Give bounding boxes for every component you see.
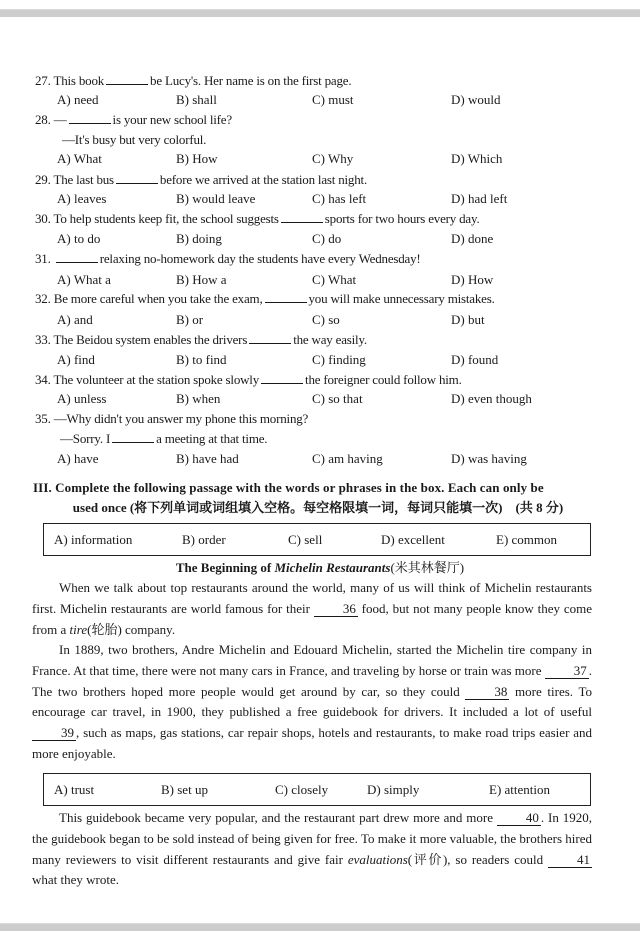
option-a: A) need bbox=[57, 92, 99, 107]
option-c: C) so bbox=[312, 312, 340, 327]
question-stem: The last bus bbox=[53, 172, 114, 187]
option-b: B) when bbox=[176, 391, 221, 406]
answer-blank bbox=[56, 251, 98, 263]
question-stem: The volunteer at the station spoke slowly bbox=[53, 372, 260, 387]
answer-blank bbox=[281, 211, 323, 223]
question-stem: is your new school life? bbox=[112, 112, 232, 127]
gap-40: 40 bbox=[497, 811, 541, 826]
option-d: D) was having bbox=[451, 451, 527, 466]
option-a: A) and bbox=[57, 312, 93, 327]
word-box-item: A) information bbox=[54, 532, 133, 547]
option-b: B) How a bbox=[176, 272, 227, 287]
word-box-item: D) excellent bbox=[381, 532, 445, 547]
question-number: 28. bbox=[35, 112, 51, 127]
question-stem: before we arrived at the station last night. bbox=[159, 172, 367, 187]
passage-text: In 1889, two brothers, Andre Michelin and Edouard Michelin, started the Michelin tire company in France. At that time, there were not many cars in France, and traveling by horse or train was more bbox=[32, 642, 592, 678]
question-number: 31. bbox=[35, 251, 51, 266]
option-c: C) has left bbox=[312, 191, 367, 206]
passage-paragraph-1 bbox=[32, 578, 592, 640]
gap-41: 41 bbox=[548, 853, 592, 868]
option-a: A) What a bbox=[57, 272, 111, 287]
option-b: B) have had bbox=[176, 451, 239, 466]
question-number: 35. bbox=[35, 411, 51, 426]
option-d: D) but bbox=[451, 312, 485, 327]
question-30 bbox=[35, 211, 480, 227]
word-box-1 bbox=[43, 523, 591, 556]
option-c: C) so that bbox=[312, 391, 363, 406]
option-d: D) found bbox=[451, 352, 499, 367]
question-number: 33. bbox=[35, 332, 51, 347]
question-28 bbox=[35, 112, 232, 128]
word-box-item: D) simply bbox=[367, 782, 420, 797]
option-d: D) Which bbox=[451, 151, 503, 166]
option-c: C) must bbox=[312, 92, 354, 107]
question-stem: you will make unnecessary mistakes. bbox=[308, 291, 495, 306]
passage-italic: tire bbox=[69, 621, 88, 637]
answer-blank bbox=[106, 73, 148, 85]
option-a: A) have bbox=[57, 451, 99, 466]
passage-text: more tires. To encourage car travel, in 1900, they published a free guidebook for drivers. It included a lot of useful bbox=[32, 683, 592, 720]
gap-37: 37 bbox=[545, 664, 589, 679]
passage-text: . In 1920, the guidebook began to be sold instead of being given for free. To make it more valuable, the brothers hired many reviewers to visit different restaurants and give fair bbox=[32, 810, 592, 867]
question-number: 27. bbox=[35, 73, 51, 88]
option-b: B) or bbox=[176, 312, 204, 327]
passage-text: This guidebook became very popular, and the restaurant part drew more and more bbox=[59, 810, 497, 825]
question-stem: —Why didn't you answer my phone this morning? bbox=[53, 411, 309, 426]
question-33 bbox=[35, 332, 367, 348]
question-34 bbox=[35, 372, 462, 388]
gap-36: 36 bbox=[314, 602, 358, 617]
question-stem: To help students keep fit, the school suggests bbox=[53, 211, 279, 226]
question-stem: This book bbox=[53, 73, 105, 88]
word-box-item: E) attention bbox=[489, 782, 551, 797]
answer-blank bbox=[265, 291, 307, 303]
gap-38: 38 bbox=[465, 685, 509, 700]
option-a: A) unless bbox=[57, 391, 107, 406]
word-box-item: A) trust bbox=[54, 782, 95, 797]
bottom-page-divider bbox=[0, 923, 640, 931]
question-stem: the foreigner could follow him. bbox=[305, 372, 462, 387]
option-a: A) find bbox=[57, 352, 95, 367]
option-c: C) finding bbox=[312, 352, 366, 367]
word-box-item: C) sell bbox=[288, 532, 323, 547]
option-d: D) done bbox=[451, 231, 494, 246]
option-b: B) shall bbox=[176, 92, 217, 107]
option-a: A) to do bbox=[57, 231, 101, 246]
question-29 bbox=[35, 172, 367, 188]
question-35-response bbox=[60, 431, 267, 447]
answer-blank bbox=[249, 332, 291, 344]
option-c: C) am having bbox=[312, 451, 383, 466]
option-c: C) do bbox=[312, 231, 342, 246]
question-stem: — bbox=[53, 112, 67, 127]
answer-blank bbox=[69, 112, 111, 124]
question-stem: sports for two hours every day. bbox=[324, 211, 480, 226]
word-box-item: E) common bbox=[496, 532, 558, 547]
option-a: A) leaves bbox=[57, 191, 107, 206]
question-stem: the way easily. bbox=[293, 332, 367, 347]
question-27 bbox=[35, 73, 351, 89]
passage-title-prefix: The Beginning of bbox=[175, 560, 275, 575]
answer-blank bbox=[116, 172, 158, 184]
option-a: A) What bbox=[57, 151, 102, 166]
passage-text: When we talk about top restaurants around the world, many of us will think of Michelin restaurants first. Michelin restaurants are world famous for their bbox=[32, 580, 592, 616]
passage-italic: evaluations bbox=[347, 851, 408, 867]
section-3-instructions bbox=[33, 478, 603, 518]
passage-text: , such as maps, gas stations, car repair shops, hotels and restaurants, to make road trips easier and more enjoyable. bbox=[32, 725, 592, 761]
word-box-item: B) set up bbox=[161, 782, 208, 797]
question-stem: Be more careful when you take the exam, bbox=[53, 291, 263, 306]
option-b: B) doing bbox=[176, 231, 222, 246]
passage-title-italic: Michelin Restaurants bbox=[274, 560, 391, 575]
option-d: D) How bbox=[451, 272, 494, 287]
option-c: C) Why bbox=[312, 151, 354, 166]
option-b: B) How bbox=[176, 151, 218, 166]
question-number: 34. bbox=[35, 372, 51, 387]
option-b: B) to find bbox=[176, 352, 227, 367]
answer-blank bbox=[261, 372, 303, 384]
word-box-2 bbox=[43, 773, 591, 806]
option-d: D) would bbox=[451, 92, 501, 107]
top-page-divider bbox=[0, 9, 640, 17]
passage-text: . The two brothers hoped more people would get around by car, so they could bbox=[32, 662, 592, 699]
gap-39: 39 bbox=[32, 726, 76, 741]
passage-text: (轮胎) company. bbox=[87, 621, 176, 637]
question-stem: The Beidou system enables the drivers bbox=[53, 332, 248, 347]
question-number: 29. bbox=[35, 172, 51, 187]
passage-title bbox=[0, 559, 640, 577]
passage-text: what they wrote. bbox=[32, 872, 120, 888]
question-number: 30. bbox=[35, 211, 51, 226]
passage-text: food, but not many people know they come from a bbox=[32, 600, 592, 637]
question-number: 32. bbox=[35, 291, 51, 306]
response-text: a meeting at that time. bbox=[156, 431, 268, 446]
question-28-response: —It's busy but very colorful. bbox=[62, 132, 207, 147]
question-32 bbox=[35, 291, 495, 307]
passage-paragraph-3 bbox=[32, 808, 592, 891]
word-box-item: C) closely bbox=[275, 782, 329, 797]
answer-blank bbox=[112, 431, 154, 443]
question-31 bbox=[35, 251, 421, 267]
passage-title-suffix: (米其林餐厅) bbox=[390, 560, 465, 575]
word-box-item: B) order bbox=[182, 532, 226, 547]
response-text: —Sorry. I bbox=[60, 431, 111, 446]
passage-text: (评价), so readers could bbox=[407, 851, 548, 867]
passage-paragraph-2 bbox=[32, 640, 592, 765]
option-d: D) had left bbox=[451, 191, 508, 206]
question-35 bbox=[35, 411, 308, 427]
section-title-line-2: used once (将下列单词或词组填入空格。每空格限填一词，每词只能填一次) (共 8 分) bbox=[72, 500, 564, 515]
option-b: B) would leave bbox=[176, 191, 256, 206]
section-title-line-1: III. Complete the following passage with the words or phrases in the box. Each can only be bbox=[33, 480, 544, 495]
question-stem: be Lucy's. Her name is on the first page. bbox=[150, 73, 352, 88]
option-d: D) even though bbox=[451, 391, 532, 406]
option-c: C) What bbox=[312, 272, 357, 287]
question-stem: relaxing no-homework day the students have every Wednesday! bbox=[99, 251, 421, 266]
